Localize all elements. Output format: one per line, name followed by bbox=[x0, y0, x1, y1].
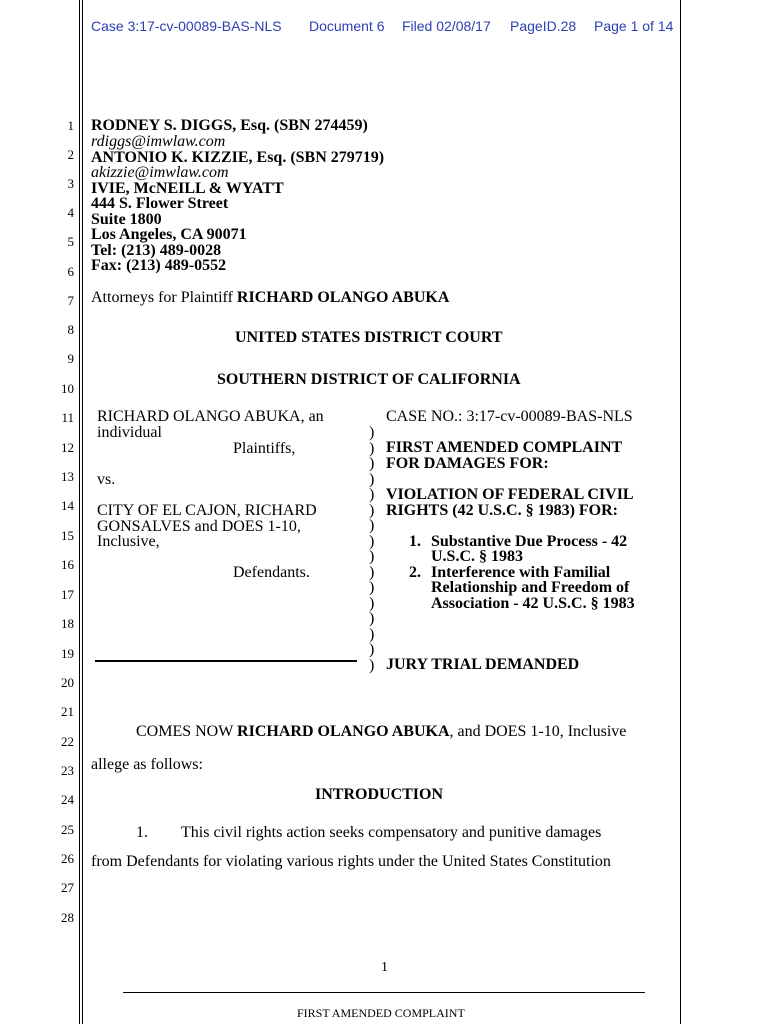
attorney-2-email: akizzie@imwlaw.com bbox=[91, 164, 229, 181]
line-number: 4 bbox=[67, 205, 74, 220]
caption-paren: ) bbox=[369, 486, 375, 503]
claim-1-line-2: U.S.C. § 1983 bbox=[431, 548, 524, 565]
firm-city: Los Angeles, CA 90071 bbox=[91, 226, 247, 243]
line-number: 24 bbox=[61, 792, 74, 807]
caption-paren: ) bbox=[369, 455, 375, 472]
paragraph-1-number: 1. bbox=[136, 824, 148, 841]
defendant-line-1: CITY OF EL CAJON, RICHARD bbox=[97, 502, 317, 519]
footer-title: FIRST AMENDED COMPLAINT bbox=[297, 1006, 465, 1020]
line-number: 25 bbox=[61, 822, 74, 837]
attorneys-for-client: RICHARD OLANGO ABUKA bbox=[236, 289, 450, 306]
firm-tel: Tel: (213) 489-0028 bbox=[91, 242, 222, 259]
attorney-1-email: rdiggs@imwlaw.com bbox=[91, 133, 226, 150]
caption-paren: ) bbox=[369, 641, 375, 658]
line-number: 13 bbox=[61, 469, 74, 484]
comes-now-suffix: , and DOES 1-10, Inclusive bbox=[449, 723, 627, 740]
claim-2-line-2: Relationship and Freedom of bbox=[431, 579, 630, 596]
caption-paren: ) bbox=[369, 517, 375, 534]
caption-paren: ) bbox=[369, 424, 375, 441]
line-number: 15 bbox=[61, 528, 74, 543]
line-number: 23 bbox=[61, 763, 74, 778]
firm-suite: Suite 1800 bbox=[91, 211, 162, 228]
left-margin-rule-inner bbox=[82, 0, 83, 1024]
section-heading-introduction: INTRODUCTION bbox=[315, 786, 444, 803]
attorneys-for bbox=[91, 289, 449, 307]
firm-street: 444 S. Flower Street bbox=[91, 195, 229, 212]
caption-paren: ) bbox=[369, 440, 375, 457]
comes-now-line bbox=[136, 723, 626, 741]
line-number: 3 bbox=[67, 176, 74, 191]
line-number: 2 bbox=[67, 147, 74, 162]
line-number: 8 bbox=[67, 322, 74, 337]
line-number: 9 bbox=[67, 351, 74, 366]
plaintiffs-label: Plaintiffs, bbox=[233, 440, 296, 457]
violation-line-1: VIOLATION OF FEDERAL CIVIL bbox=[386, 486, 634, 503]
header-page: Page 1 of 14 bbox=[594, 18, 674, 34]
caption-paren: ) bbox=[369, 610, 375, 627]
line-number: 16 bbox=[61, 557, 74, 572]
claim-2-number: 2. bbox=[409, 564, 421, 581]
line-number: 12 bbox=[61, 440, 74, 455]
caption-paren: ) bbox=[369, 502, 375, 519]
line-number: 27 bbox=[61, 880, 74, 895]
versus-label: vs. bbox=[97, 471, 116, 488]
line-number: 5 bbox=[67, 234, 74, 249]
attorneys-for-label: Attorneys for Plaintiff bbox=[91, 289, 237, 306]
caption-paren: ) bbox=[369, 579, 375, 596]
right-margin-rule bbox=[680, 0, 681, 1024]
left-margin-rule-outer bbox=[79, 0, 80, 1024]
claim-2-line-3: Association - 42 U.S.C. § 1983 bbox=[431, 595, 635, 612]
line-number: 14 bbox=[61, 498, 74, 513]
line-number: 18 bbox=[61, 616, 74, 631]
court-district: SOUTHERN DISTRICT OF CALIFORNIA bbox=[217, 371, 521, 388]
attorney-2: ANTONIO K. KIZZIE, Esq. (SBN 279719) bbox=[91, 149, 385, 166]
allege-line: allege as follows: bbox=[91, 756, 203, 773]
paragraph-1-line-1: This civil rights action seeks compensatory and punitive damages bbox=[181, 824, 602, 841]
firm-name: IVIE, McNEILL & WYATT bbox=[91, 180, 284, 197]
caption-paren: ) bbox=[369, 564, 375, 581]
comes-now-plaintiff: RICHARD OLANGO ABUKA bbox=[237, 723, 450, 740]
case-number: CASE NO.: 3:17-cv-00089-BAS-NLS bbox=[386, 408, 633, 425]
line-number: 28 bbox=[61, 910, 74, 925]
caption-paren: ) bbox=[369, 548, 375, 565]
line-number: 7 bbox=[67, 293, 74, 308]
header-document: Document 6 bbox=[309, 18, 385, 34]
violation-line-2: RIGHTS (42 U.S.C. § 1983) FOR: bbox=[386, 502, 619, 519]
header-case: Case 3:17-cv-00089-BAS-NLS bbox=[91, 18, 282, 34]
claim-2-line-1: Interference with Familial bbox=[431, 564, 611, 581]
attorney-1: RODNEY S. DIGGS, Esq. (SBN 274459) bbox=[91, 117, 368, 134]
complaint-title: FIRST AMENDED COMPLAINT bbox=[386, 439, 623, 456]
caption-paren: ) bbox=[369, 595, 375, 612]
plaintiff-name: RICHARD OLANGO ABUKA, an bbox=[97, 408, 324, 425]
court-name: UNITED STATES DISTRICT COURT bbox=[235, 329, 503, 346]
caption-paren: ) bbox=[369, 471, 375, 488]
jury-trial-demand: JURY TRIAL DEMANDED bbox=[386, 656, 580, 673]
caption-paren: ) bbox=[369, 657, 375, 674]
defendants-label: Defendants. bbox=[233, 564, 310, 581]
header-pageid: PageID.28 bbox=[510, 18, 577, 34]
caption-paren: ) bbox=[369, 626, 375, 643]
header-filed: Filed 02/08/17 bbox=[402, 18, 491, 34]
line-number: 22 bbox=[61, 734, 74, 749]
caption-signature-rule bbox=[95, 660, 357, 662]
complaint-subtitle: FOR DAMAGES FOR: bbox=[386, 455, 549, 472]
line-number: 19 bbox=[61, 646, 74, 661]
paragraph-1-line-2: from Defendants for violating various rights under the United States Constitution bbox=[91, 853, 611, 870]
plaintiff-desc: individual bbox=[97, 424, 162, 441]
page-number: 1 bbox=[381, 960, 388, 975]
defendant-line-3: Inclusive, bbox=[97, 533, 160, 550]
firm-fax: Fax: (213) 489-0552 bbox=[91, 257, 227, 274]
line-number: 20 bbox=[61, 675, 74, 690]
defendant-line-2: GONSALVES and DOES 1-10, bbox=[97, 518, 301, 535]
footer-rule bbox=[123, 992, 645, 993]
claim-1-number: 1. bbox=[409, 533, 421, 550]
line-number: 10 bbox=[61, 381, 74, 396]
caption-paren: ) bbox=[369, 533, 375, 550]
line-number: 26 bbox=[61, 851, 74, 866]
line-number: 21 bbox=[61, 704, 74, 719]
line-number: 17 bbox=[61, 587, 74, 602]
line-number: 1 bbox=[67, 118, 74, 133]
line-number: 11 bbox=[61, 410, 74, 425]
comes-now-prefix: COMES NOW bbox=[136, 723, 238, 740]
claim-1-line-1: Substantive Due Process - 42 bbox=[431, 533, 628, 550]
line-number: 6 bbox=[67, 264, 74, 279]
